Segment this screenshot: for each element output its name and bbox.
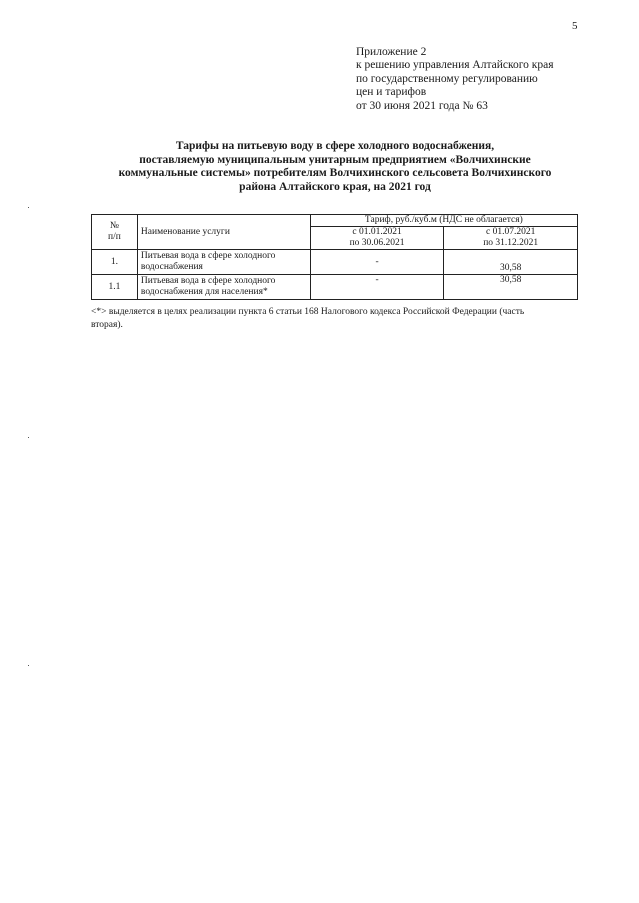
service-line: водоснабжения для населения* bbox=[140, 287, 268, 297]
service-line: Питьевая вода в сфере холодного bbox=[140, 276, 276, 286]
title-line: района Алтайского края, на 2021 год bbox=[239, 180, 431, 193]
appendix-line: от 30 июня 2021 года № 63 bbox=[356, 99, 488, 112]
appendix-header bbox=[356, 46, 554, 113]
title-line: Тарифы на питьевую воду в сфере холодного водоснабжения, bbox=[175, 140, 495, 152]
period-2-start: с 01.07.2021 bbox=[486, 227, 536, 237]
scan-margin-mark bbox=[28, 207, 29, 208]
appendix-line: по государственному регулированию bbox=[356, 72, 538, 85]
header-number-symbol: № bbox=[109, 221, 119, 231]
row-period-1-value: - bbox=[310, 275, 444, 300]
page-number: 5 bbox=[572, 20, 578, 32]
service-line: Питьевая вода в сфере холодного bbox=[140, 251, 276, 261]
scan-margin-mark bbox=[28, 437, 29, 438]
period-2-end: по 31.12.2021 bbox=[483, 238, 539, 248]
header-number-label: п/п bbox=[108, 232, 121, 242]
row-service bbox=[137, 275, 310, 300]
period-1-end: по 30.06.2021 bbox=[349, 238, 405, 248]
footnote-line: вторая). bbox=[91, 320, 123, 330]
header-tariff: Тариф, руб./куб.м (НДС не облагается) bbox=[310, 215, 577, 227]
service-line: водоснабжения bbox=[140, 262, 203, 272]
header-period-2 bbox=[444, 227, 578, 250]
header-number bbox=[92, 215, 138, 250]
document-title bbox=[60, 140, 610, 194]
table-row bbox=[92, 250, 578, 275]
title-line: поставляемую муниципальным унитарным предприятием «Волчихинские bbox=[139, 153, 531, 166]
appendix-line: к решению управления Алтайского края bbox=[356, 59, 554, 72]
header-service: Наименование услуги bbox=[137, 215, 310, 250]
table-row bbox=[92, 275, 578, 300]
tariff-table bbox=[91, 214, 578, 300]
row-period-2-value: 30,58 bbox=[444, 275, 578, 300]
period-1-start: с 01.01.2021 bbox=[352, 227, 402, 237]
row-number: 1.1 bbox=[92, 275, 138, 300]
footnote bbox=[91, 306, 586, 332]
appendix-line: цен и тарифов bbox=[356, 86, 427, 99]
table-header-row bbox=[92, 215, 578, 227]
title-line: коммунальные системы» потребителям Волчихинского сельсовета Волчихинского bbox=[118, 167, 552, 180]
row-number: 1. bbox=[92, 250, 138, 275]
appendix-line: Приложение 2 bbox=[356, 46, 427, 58]
footnote-line: <*> выделяется в целях реализации пункта 6 статьи 168 Налогового кодекса Российской Федерации (часть bbox=[91, 307, 525, 317]
row-period-1-value: - bbox=[310, 250, 444, 275]
scan-margin-mark bbox=[28, 665, 29, 666]
row-period-2-value: 30,58 bbox=[444, 250, 578, 275]
header-period-1 bbox=[310, 227, 444, 250]
row-service bbox=[137, 250, 310, 275]
